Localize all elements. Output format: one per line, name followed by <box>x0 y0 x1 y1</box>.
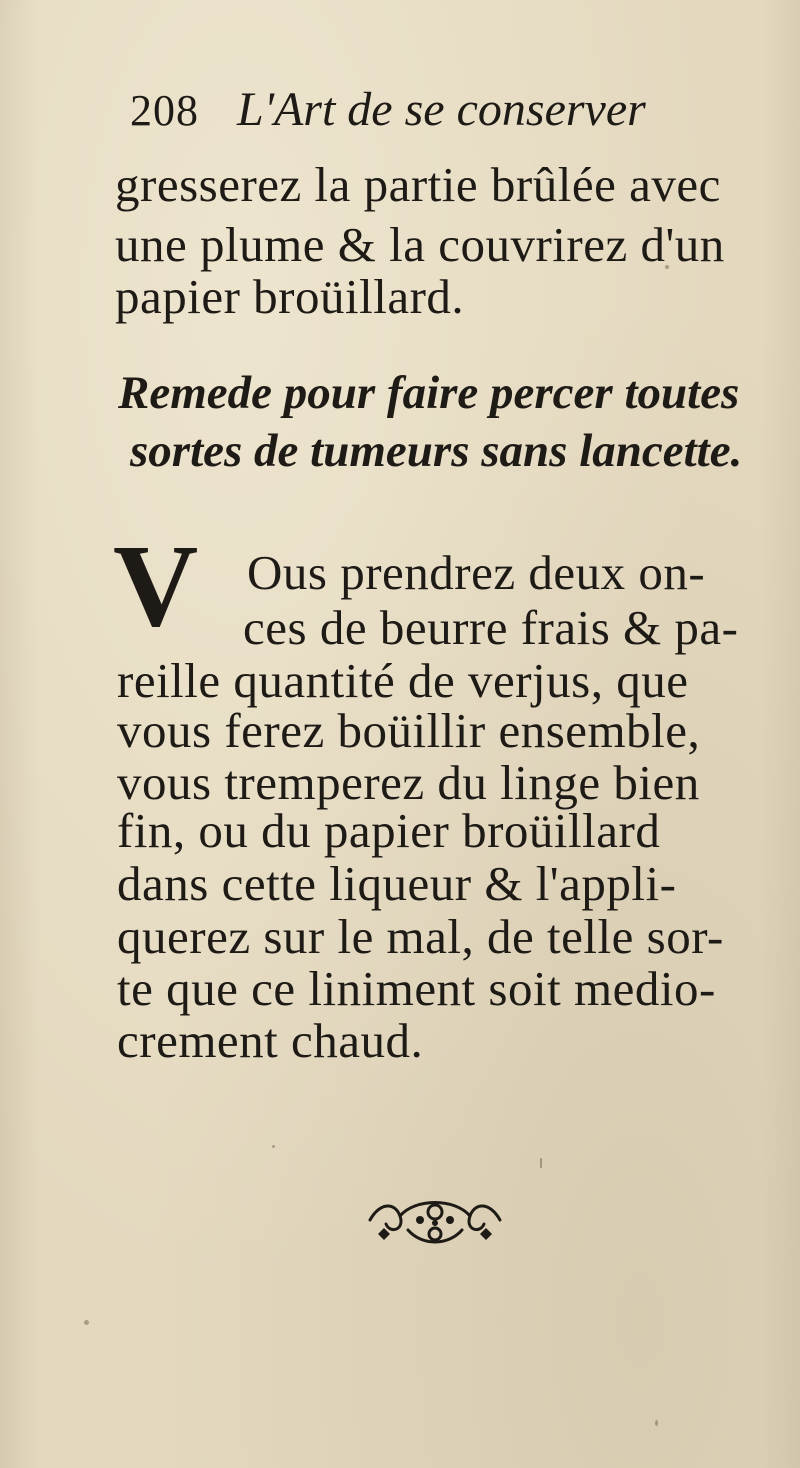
intro-line: une plume & la couvrirez d'un <box>115 217 725 272</box>
section-title-line: sortes de tumeurs sans lancette. <box>130 425 743 477</box>
paper-speck <box>655 1420 658 1426</box>
paragraph-line: Ous prendrez deux on- <box>247 545 706 600</box>
paragraph-line: querez sur le mal, de telle sor- <box>117 909 724 964</box>
intro-line: papier broüillard. <box>115 269 465 324</box>
paragraph-line: reille quantité de verjus, que <box>117 653 689 708</box>
paper-speck <box>540 1158 542 1168</box>
section-title-line: Remede pour faire percer toutes <box>118 367 740 419</box>
running-title: L'Art de se conserver <box>237 83 646 136</box>
page-number: 208 <box>130 86 199 135</box>
paragraph-line: vous ferez boüillir ensemble, <box>117 703 701 758</box>
paragraph-line: crement chaud. <box>117 1013 424 1068</box>
printer-fleuron-ornament-icon <box>360 1190 510 1254</box>
page-header <box>130 82 646 142</box>
paragraph-line: te que ce liniment soit medio- <box>117 961 716 1016</box>
drop-cap: V <box>113 520 199 651</box>
intro-line: gresserez la partie brûlée avec <box>115 157 721 212</box>
paragraph-line: vous tremperez du linge bien <box>117 755 700 810</box>
paragraph-line: fin, ou du papier broüillard <box>117 803 661 858</box>
paper-speck <box>272 1145 275 1148</box>
paragraph-line: dans cette liqueur & l'appli- <box>117 856 677 911</box>
paper-speck <box>665 265 669 269</box>
paper-speck <box>84 1320 89 1325</box>
paragraph-line: ces de beurre frais & pa- <box>243 600 739 655</box>
